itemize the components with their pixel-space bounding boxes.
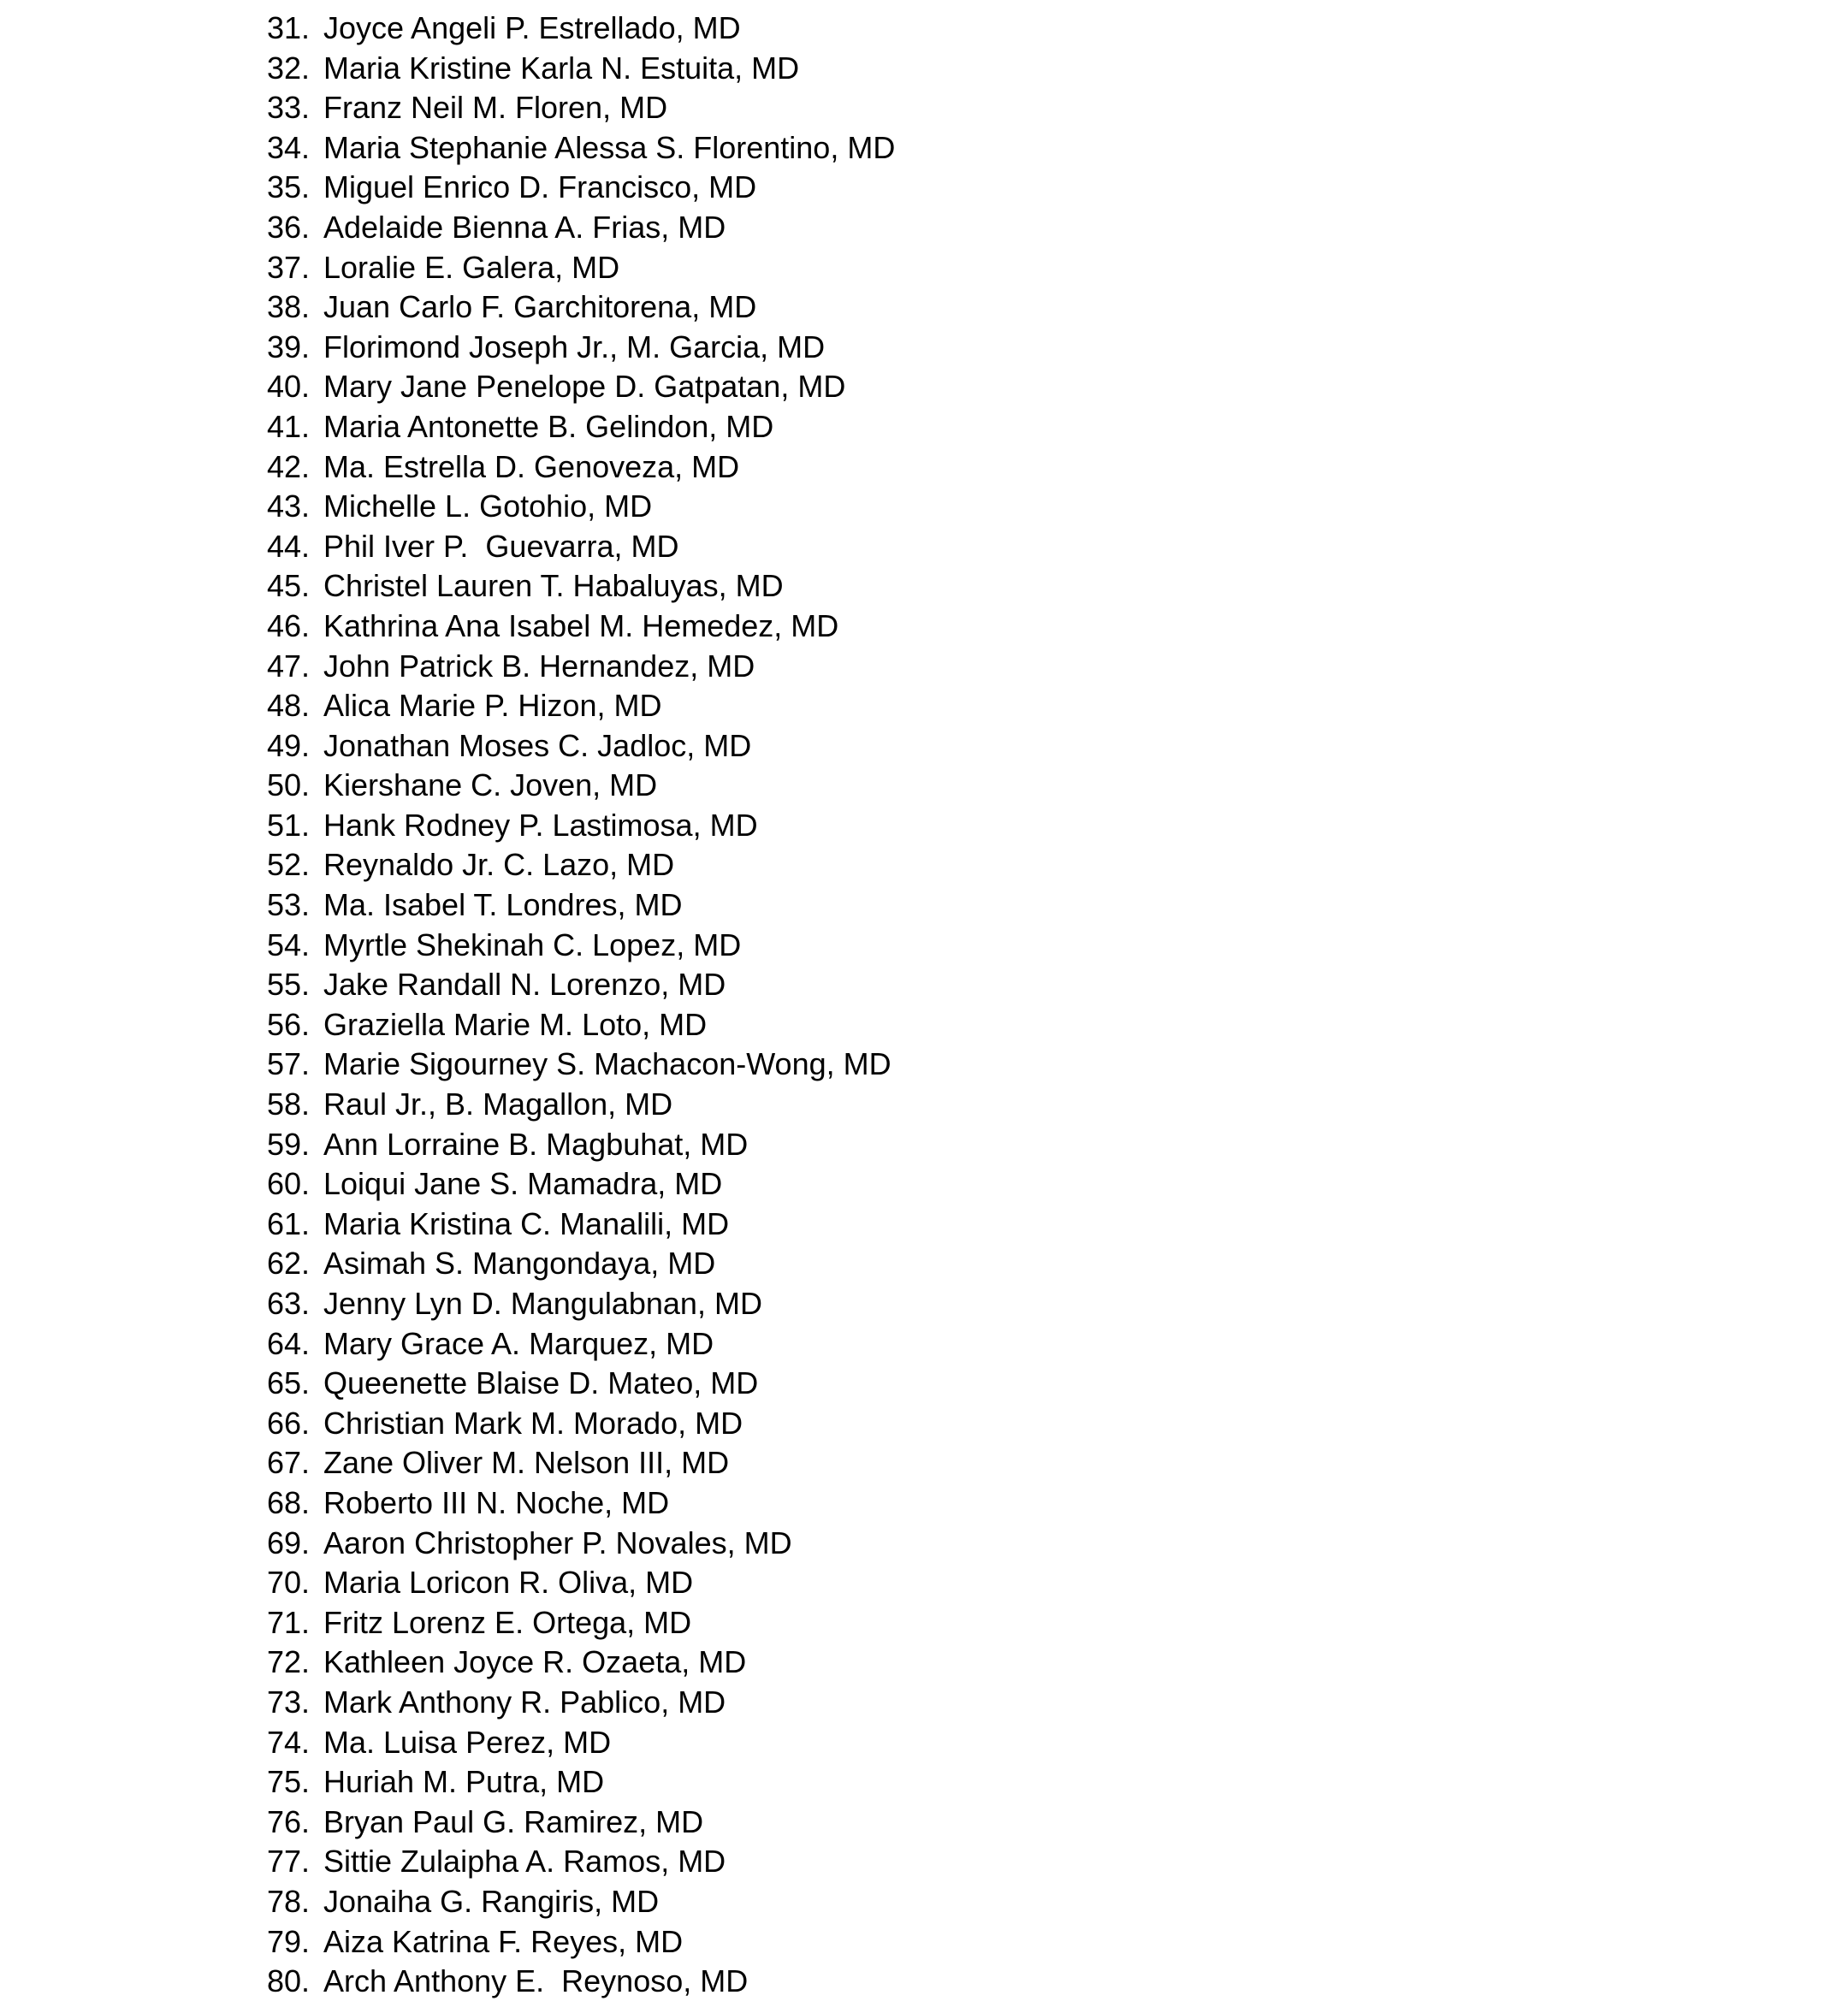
physician-name: Kiershane C. Joven, MD	[323, 767, 658, 803]
list-item	[267, 1683, 1807, 1723]
list-item	[267, 1005, 1807, 1045]
list-item-number: 38.	[267, 289, 311, 325]
physician-name: Christian Mark M. Morado, MD	[323, 1405, 743, 1441]
physician-name-list	[267, 9, 1807, 2002]
physician-name: Kathrina Ana Isabel M. Hemedez, MD	[323, 607, 839, 643]
list-item	[267, 607, 1807, 647]
list-item	[267, 766, 1807, 806]
physician-name: Ma. Estrella D. Genoveza, MD	[323, 448, 740, 484]
physician-name: Jake Randall N. Lorenzo, MD	[323, 967, 726, 1003]
list-item-number: 79.	[267, 1923, 311, 1959]
list-item	[267, 1643, 1807, 1683]
list-item-number: 42.	[267, 448, 311, 484]
physician-name: Jenny Lyn D. Mangulabnan, MD	[323, 1286, 762, 1321]
physician-name: Graziella Marie M. Loto, MD	[323, 1006, 708, 1042]
list-item	[267, 128, 1807, 169]
physician-name: Aiza Katrina F. Reyes, MD	[323, 1923, 684, 1959]
list-item-number: 73.	[267, 1684, 311, 1720]
physician-name: Marie Sigourney S. Machacon-Wong, MD	[323, 1046, 891, 1082]
physician-name: Maria Stephanie Alessa S. Florentino, MD	[323, 129, 896, 165]
physician-name: Jonaiha G. Rangiris, MD	[323, 1883, 660, 1919]
list-item-number: 35.	[267, 169, 311, 205]
list-item-number: 65.	[267, 1365, 311, 1401]
list-item-number: 68.	[267, 1484, 311, 1520]
physician-name: Mary Grace A. Marquez, MD	[323, 1325, 714, 1361]
list-item	[267, 447, 1807, 488]
list-item-number: 55.	[267, 967, 311, 1003]
list-item	[267, 49, 1807, 89]
list-item	[267, 1563, 1807, 1603]
list-item	[267, 487, 1807, 527]
list-item	[267, 885, 1807, 926]
list-item	[267, 1125, 1807, 1165]
list-item-number: 48.	[267, 688, 311, 724]
list-item-number: 74.	[267, 1724, 311, 1760]
list-item-number: 71.	[267, 1604, 311, 1640]
physician-name: Raul Jr., B. Magallon, MD	[323, 1086, 673, 1122]
list-item	[267, 1364, 1807, 1404]
list-item	[267, 1085, 1807, 1125]
physician-name: Michelle L. Gotohio, MD	[323, 488, 653, 524]
physician-name: Ann Lorraine B. Magbuhat, MD	[323, 1126, 749, 1162]
list-item	[267, 1483, 1807, 1524]
physician-name: Phil Iver P. Guevarra, MD	[323, 528, 679, 564]
list-item	[267, 647, 1807, 687]
list-item	[267, 1762, 1807, 1803]
physician-name: Loiqui Jane S. Mamadra, MD	[323, 1166, 723, 1202]
physician-name: Miguel Enrico D. Francisco, MD	[323, 169, 757, 205]
physician-name: Huriah M. Putra, MD	[323, 1764, 605, 1800]
list-item	[267, 686, 1807, 726]
list-item-number: 72.	[267, 1644, 311, 1680]
list-item-number: 62.	[267, 1246, 311, 1282]
list-item	[267, 1244, 1807, 1284]
physician-name: Jonathan Moses C. Jadloc, MD	[323, 727, 752, 763]
list-item-number: 70.	[267, 1565, 311, 1601]
physician-name: Franz Neil M. Floren, MD	[323, 90, 668, 126]
list-item-number: 45.	[267, 568, 311, 604]
physician-name: Joyce Angeli P. Estrellado, MD	[323, 10, 741, 45]
list-item-number: 44.	[267, 528, 311, 564]
list-item	[267, 88, 1807, 128]
list-item-number: 75.	[267, 1764, 311, 1800]
list-item-number: 61.	[267, 1205, 311, 1241]
list-item	[267, 527, 1807, 567]
list-item-number: 60.	[267, 1166, 311, 1202]
list-item-number: 56.	[267, 1006, 311, 1042]
list-item-number: 69.	[267, 1525, 311, 1560]
list-item-number: 76.	[267, 1803, 311, 1839]
list-item-number: 59.	[267, 1126, 311, 1162]
physician-name: Aaron Christopher P. Novales, MD	[323, 1525, 792, 1560]
physician-name: Maria Kristine Karla N. Estuita, MD	[323, 50, 800, 86]
list-item-number: 37.	[267, 249, 311, 285]
list-item-number: 52.	[267, 847, 311, 883]
list-item-number: 54.	[267, 927, 311, 962]
physician-name: Queenette Blaise D. Mateo, MD	[323, 1365, 759, 1401]
list-item	[267, 287, 1807, 328]
physician-name: Sittie Zulaipha A. Ramos, MD	[323, 1844, 726, 1880]
list-item-number: 77.	[267, 1844, 311, 1880]
list-item-number: 80.	[267, 1963, 311, 1999]
physician-name: Asimah S. Mangondaya, MD	[323, 1246, 716, 1282]
list-item	[267, 566, 1807, 607]
physician-name: Ma. Luisa Perez, MD	[323, 1724, 612, 1760]
list-item	[267, 248, 1807, 288]
physician-name: Ma. Isabel T. Londres, MD	[323, 887, 683, 923]
list-item	[267, 9, 1807, 49]
list-item-number: 57.	[267, 1046, 311, 1082]
list-item	[267, 328, 1807, 368]
physician-name: Zane Oliver M. Nelson III, MD	[323, 1445, 730, 1481]
list-item	[267, 1205, 1807, 1245]
list-item	[267, 1603, 1807, 1643]
list-item	[267, 726, 1807, 767]
list-item-number: 64.	[267, 1325, 311, 1361]
list-item	[267, 1404, 1807, 1444]
list-item	[267, 168, 1807, 208]
list-item	[267, 1443, 1807, 1483]
physician-name: Juan Carlo F. Garchitorena, MD	[323, 289, 757, 325]
list-item	[267, 1324, 1807, 1365]
list-item-number: 34.	[267, 129, 311, 165]
list-item-number: 31.	[267, 10, 311, 45]
physician-name: John Patrick B. Hernandez, MD	[323, 648, 755, 684]
physician-name: Maria Antonette B. Gelindon, MD	[323, 408, 774, 444]
list-item-number: 32.	[267, 50, 311, 86]
list-item	[267, 1882, 1807, 1922]
list-item-number: 67.	[267, 1445, 311, 1481]
physician-name: Fritz Lorenz E. Ortega, MD	[323, 1604, 692, 1640]
list-item	[267, 965, 1807, 1005]
list-item	[267, 1164, 1807, 1205]
physician-name: Arch Anthony E. Reynoso, MD	[323, 1963, 749, 1999]
physician-name: Maria Kristina C. Manalili, MD	[323, 1205, 730, 1241]
list-item-number: 33.	[267, 90, 311, 126]
list-item	[267, 1045, 1807, 1085]
list-item	[267, 1842, 1807, 1882]
physician-name: Alica Marie P. Hizon, MD	[323, 688, 662, 724]
list-item-number: 40.	[267, 369, 311, 405]
list-item-number: 63.	[267, 1286, 311, 1321]
list-item	[267, 208, 1807, 248]
physician-name: Kathleen Joyce R. Ozaeta, MD	[323, 1644, 747, 1680]
list-item-number: 51.	[267, 807, 311, 843]
list-item-number: 41.	[267, 408, 311, 444]
list-item	[267, 1803, 1807, 1843]
physician-name: Adelaide Bienna A. Frias, MD	[323, 209, 726, 245]
physician-name: Mark Anthony R. Pablico, MD	[323, 1684, 726, 1720]
list-item	[267, 1524, 1807, 1564]
physician-name: Loralie E. Galera, MD	[323, 249, 620, 285]
list-item-number: 50.	[267, 767, 311, 803]
physician-name: Bryan Paul G. Ramirez, MD	[323, 1803, 704, 1839]
physician-name: Christel Lauren T. Habaluyas, MD	[323, 568, 784, 604]
list-item	[267, 1922, 1807, 1963]
list-item-number: 53.	[267, 887, 311, 923]
list-item-number: 47.	[267, 648, 311, 684]
list-item-number: 58.	[267, 1086, 311, 1122]
physician-name: Maria Loricon R. Oliva, MD	[323, 1565, 694, 1601]
list-item	[267, 1284, 1807, 1324]
physician-name: Myrtle Shekinah C. Lopez, MD	[323, 927, 742, 962]
list-item-number: 66.	[267, 1405, 311, 1441]
list-item	[267, 367, 1807, 407]
list-item-number: 49.	[267, 727, 311, 763]
list-item	[267, 845, 1807, 885]
physician-name: Reynaldo Jr. C. Lazo, MD	[323, 847, 675, 883]
list-item	[267, 407, 1807, 447]
list-item-number: 39.	[267, 329, 311, 364]
list-item-number: 36.	[267, 209, 311, 245]
list-item	[267, 806, 1807, 846]
physician-name: Mary Jane Penelope D. Gatpatan, MD	[323, 369, 846, 405]
physician-name: Hank Rodney P. Lastimosa, MD	[323, 807, 758, 843]
list-item-number: 43.	[267, 488, 311, 524]
list-item-number: 78.	[267, 1883, 311, 1919]
physician-name: Florimond Joseph Jr., M. Garcia, MD	[323, 329, 826, 364]
list-item-number: 46.	[267, 607, 311, 643]
list-item	[267, 1962, 1807, 2002]
list-item	[267, 926, 1807, 966]
physician-name: Roberto III N. Noche, MD	[323, 1484, 670, 1520]
list-item	[267, 1723, 1807, 1763]
